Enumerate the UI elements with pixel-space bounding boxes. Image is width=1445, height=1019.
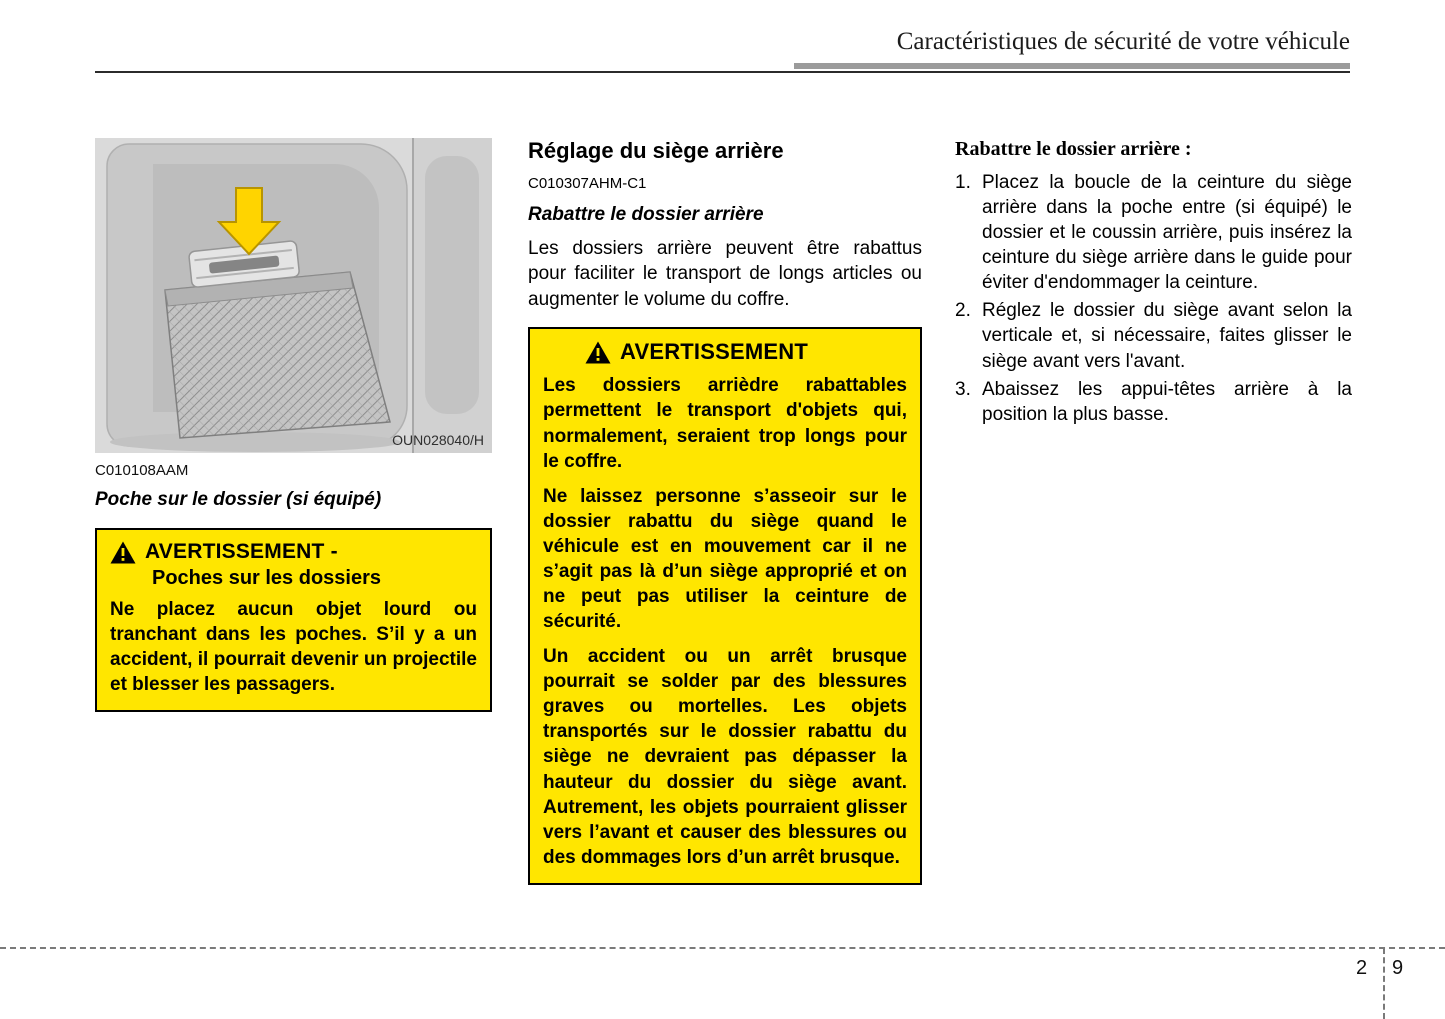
- section-subheading: Rabattre le dossier arrière: [528, 204, 764, 225]
- section-code: C010307AHM-C1: [528, 175, 647, 192]
- header-gray-bar: [794, 63, 1350, 69]
- warning-title-row: [110, 540, 477, 564]
- footer-dashed-rule: [0, 947, 1445, 949]
- warning-subtitle: Poches sur les dossiers: [152, 567, 382, 589]
- warning-title: AVERTISSEMENT -: [145, 540, 338, 563]
- middle-column: [528, 138, 922, 885]
- figure-ref-code: OUN028040/H: [392, 432, 484, 448]
- warning-paragraph: Les dossiers arrièdre rabattables permettent le transport d'objets qui, normalement, seraient trop longs pour le coffre.: [543, 375, 907, 472]
- warning-triangle-icon: [585, 341, 611, 364]
- warning-box-folding-seat: [528, 327, 922, 884]
- procedure-step: Placez la boucle de la ceinture du siège arrière dans la poche entre (si équipé) le dossier et le coussin arrière, puis insérez la ceinture du siège arrière dans le guide pour éviter d'endommager la ceinture.: [982, 172, 1352, 294]
- figure-section-code: C010108AAM: [95, 462, 189, 479]
- procedure-steps: [955, 170, 1352, 427]
- section-intro: Les dossiers arrière peuvent être rabattus pour faciliter le transport de longs articles ou augmenter le volume du coffre.: [528, 238, 922, 310]
- section-heading: Réglage du siège arrière: [528, 138, 784, 163]
- procedure-step: Réglez le dossier du siège avant selon la verticale et, si nécessaire, faites glisser le siège avant vers l'avant.: [982, 300, 1352, 372]
- page-title: Caractéristiques de sécurité de votre véhicule: [896, 28, 1350, 55]
- warning-title: AVERTISSEMENT: [620, 339, 808, 365]
- warning-paragraph: Ne laissez personne s’asseoir sur le dossier rabattu du siège quand le véhicule est en mouvement car il ne s’agit pas là d’un siège approprié et on ne peut pas utiliser la ceinture de sécurité.: [543, 485, 907, 633]
- seat-pocket-figure: [95, 138, 492, 453]
- procedure-heading: Rabattre le dossier arrière :: [955, 138, 1192, 160]
- right-column: [955, 138, 1352, 430]
- footer-vertical-dash: [1383, 948, 1385, 1019]
- warning-title-row: [585, 339, 907, 365]
- warning-paragraph: Un accident ou un arrêt brusque pourrait se solder par des blessures graves ou mortelles. Les objets transportés sur le dossier rabattu du siège ne devraient pas dépasser la hauteur du dossier du siège avant. Autrement, les objets pourraient glisser vers l’avant et causer des blessures ou des dommages lors d’un arrêt brusque.: [543, 646, 907, 868]
- warning-triangle-icon: [110, 541, 136, 564]
- header-rule: [95, 71, 1350, 73]
- warning-box-pockets: [95, 528, 492, 712]
- seat-pocket-illustration: [95, 138, 492, 453]
- page-number: 9: [1392, 957, 1404, 979]
- procedure-step: Abaissez les appui-têtes arrière à la position la plus basse.: [982, 378, 1352, 425]
- page-number-section: 2: [1356, 957, 1368, 979]
- figure-caption: Poche sur le dossier (si équipé): [95, 489, 382, 510]
- left-column: [95, 138, 492, 712]
- warning-body: Ne placez aucun objet lourd ou tranchant dans les poches. S’il y a un accident, il pourrait devenir un projectile et blesser les passagers.: [110, 599, 477, 696]
